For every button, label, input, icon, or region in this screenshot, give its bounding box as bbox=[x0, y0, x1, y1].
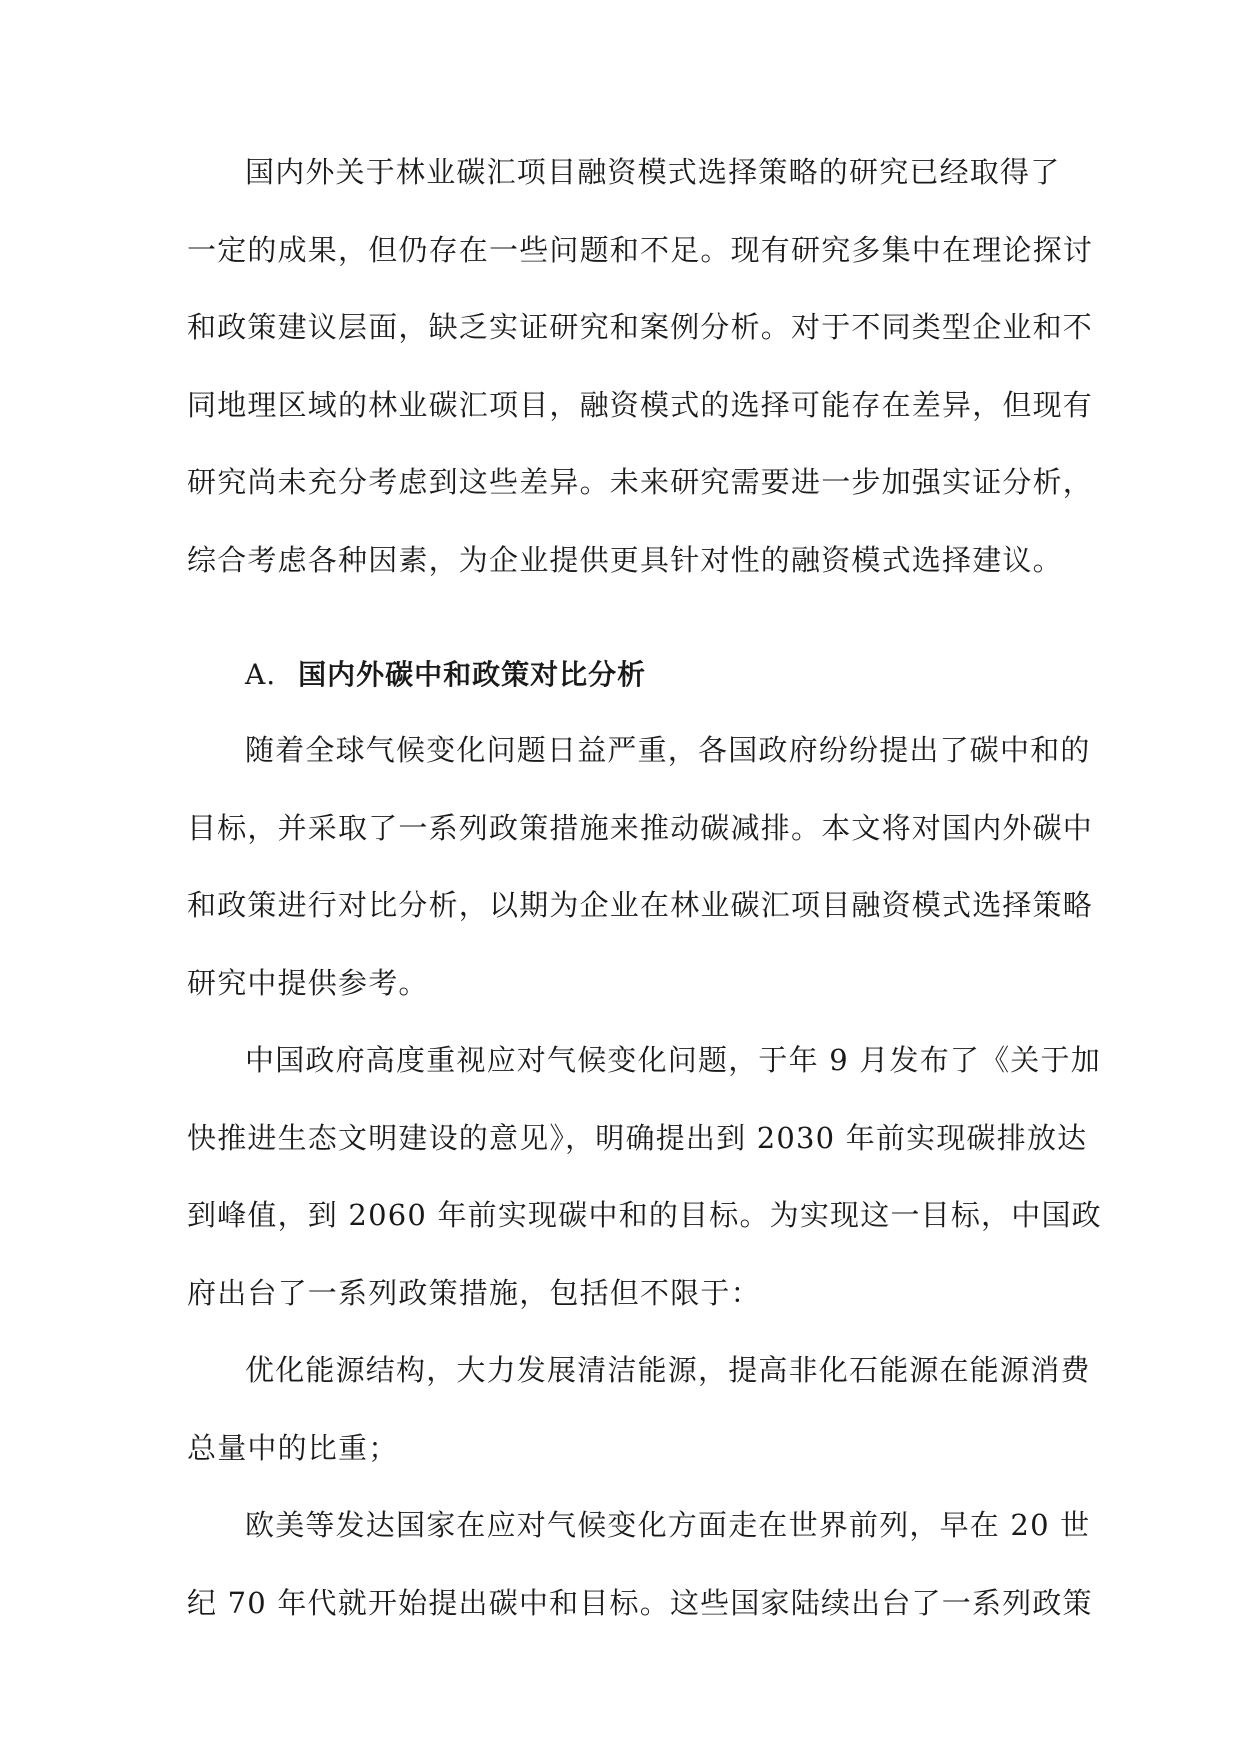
paragraph-line: 随着全球气候变化问题日益严重，各国政府纷纷提出了碳中和的 bbox=[245, 733, 1091, 767]
paragraph-line: 目标，并采取了一系列政策措施来推动碳减排。本文将对国内外碳中 bbox=[187, 810, 1094, 845]
document-body bbox=[187, 142, 1102, 1650]
paragraph-line: 和政策进行对比分析，以期为企业在林业碳汇项目融资模式选择策略 bbox=[187, 888, 1094, 922]
paragraph-line: 研究中提供参考。 bbox=[187, 965, 429, 1000]
section-heading bbox=[187, 645, 1055, 720]
paragraph-line: 同地理区域的林业碳汇项目，融资模式的选择可能存在差异，但现有 bbox=[187, 387, 1094, 422]
section-number: A. bbox=[245, 658, 277, 691]
paragraph-line: 到峰值，到 2060 年前实现碳中和的目标。为实现这一目标，中国政 bbox=[187, 1198, 1102, 1232]
paragraph-china-policy bbox=[187, 1030, 1102, 1340]
paragraph-line: 欧美等发达国家在应对气候变化方面走在世界前列，早在 20 世 bbox=[245, 1508, 1091, 1542]
paragraph-line: 和政策建议层面，缺乏实证研究和案例分析。对于不同类型企业和不 bbox=[187, 310, 1094, 344]
paragraph-line: 总量中的比重； bbox=[187, 1430, 399, 1465]
paragraph-line: 纪 70 年代就开始提出碳中和目标。这些国家陆续出台了一系列政策 bbox=[187, 1585, 1093, 1620]
section-title: 国内外碳中和政策对比分析 bbox=[298, 658, 647, 691]
paragraph-policy-intro bbox=[187, 720, 1094, 1030]
paragraph-research-summary bbox=[187, 142, 1094, 607]
paragraph-line: 中国政府高度重视应对气候变化问题，于年 9 月发布了《关于加 bbox=[245, 1043, 1101, 1077]
paragraph-western-policy bbox=[187, 1495, 1093, 1650]
paragraph-line: 优化能源结构，大力发展清洁能源，提高非化石能源在能源消费 bbox=[245, 1353, 1091, 1387]
paragraph-line: 一定的成果，但仍存在一些问题和不足。现有研究多集中在理论探讨 bbox=[187, 232, 1094, 267]
paragraph-energy-structure bbox=[187, 1340, 1091, 1495]
paragraph-line: 府出台了一系列政策措施，包括但不限于： bbox=[187, 1275, 761, 1310]
paragraph-line: 综合考虑各种因素，为企业提供更具针对性的融资模式选择建议。 bbox=[187, 542, 1063, 577]
paragraph-line: 快推进生态文明建设的意见》，明确提出到 2030 年前实现碳排放达 bbox=[187, 1120, 1088, 1155]
paragraph-line: 研究尚未充分考虑到这些差异。未来研究需要进一步加强实证分析， bbox=[187, 465, 1094, 499]
paragraph-line: 国内外关于林业碳汇项目融资模式选择策略的研究已经取得了 bbox=[245, 155, 1061, 189]
